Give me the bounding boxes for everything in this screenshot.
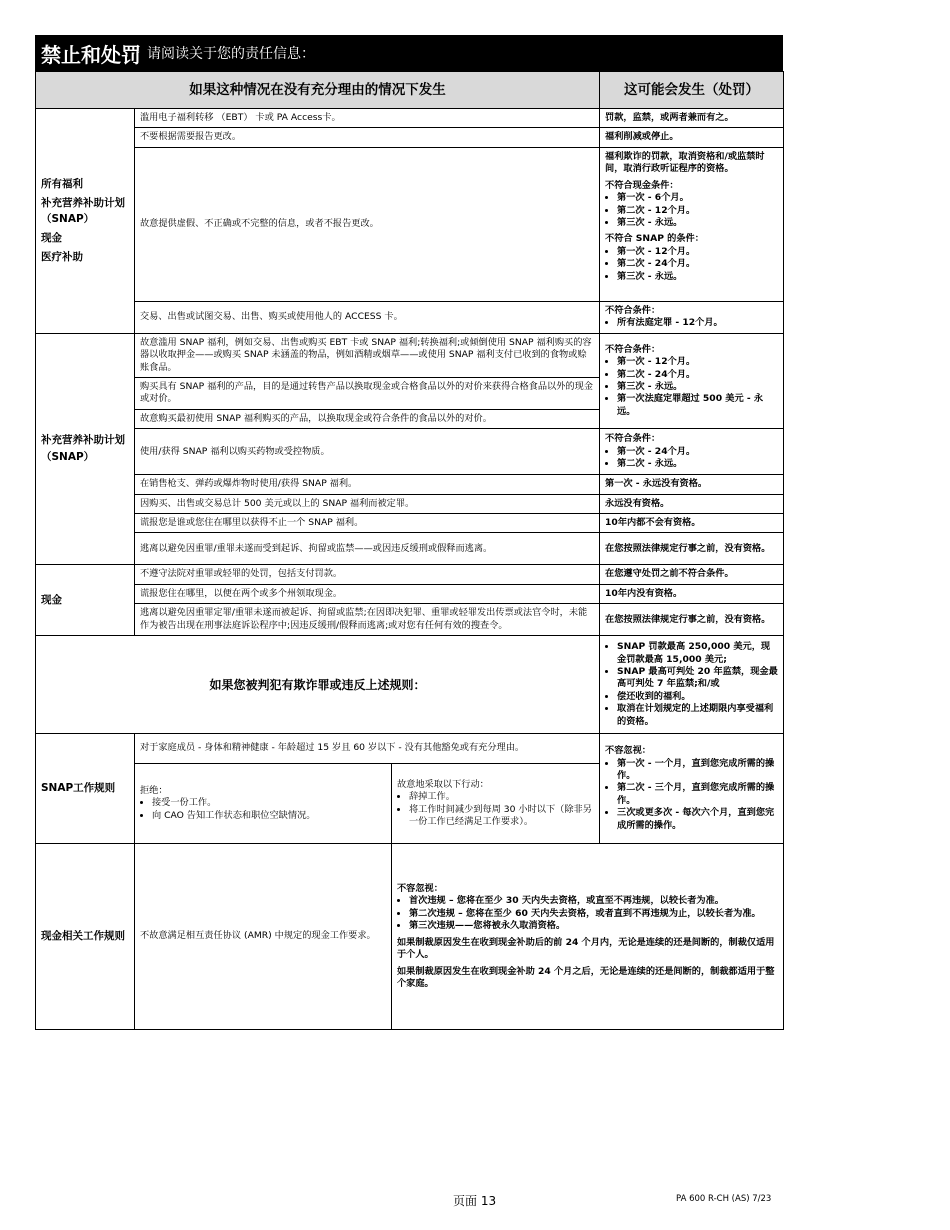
list-item: • 第三次违规——您将被永久取消资格。 xyxy=(409,920,778,932)
table-row xyxy=(36,584,784,603)
form-number: PA 600 R-CH (AS) 7/23 xyxy=(676,1194,772,1204)
condition-cell: 故意滥用 SNAP 福利，例如交易、出售或购买 EBT 卡或 SNAP 福利;转换福利;或倾倒使用 SNAP 福利购买的容器以收取押金——或购买 SNAP 未涵盖的物品，例如酒精或烟草——或使用 SNAP 福利支付已收到的食物或赊账食品。 xyxy=(135,333,600,377)
column-header-row xyxy=(36,72,784,109)
intent-cell: 故意地采取以下行动： • 辞掉工作。 • 将工作时间减少到每周 30 小时以下（除非另一份工作已经满足工作要求）。 xyxy=(392,764,600,844)
list-item: • 第一次 - 12个月。 xyxy=(617,246,778,258)
table-row xyxy=(36,734,784,764)
fraud-penalty-cell xyxy=(600,636,784,734)
penalty-cell: 10年内没有资格。 xyxy=(600,584,784,603)
table-row xyxy=(36,429,784,475)
list-item: • 三次或更多次 - 每次六个月，直到您完成所需的操作。 xyxy=(617,807,778,832)
penalty-cell: 在您遵守处罚之前不符合条件。 xyxy=(600,565,784,584)
snap-penalty-list xyxy=(605,246,778,283)
condition-cell: 逃离以避免因重罪/重罪未遂而受到起诉、拘留或监禁——或因违反缓刑或假释而逃离。 xyxy=(135,533,600,565)
cash-work-note: 如果制裁原因发生在收到现金补助后的前 24 个月内，无论是连续的还是间断的，制裁仅适用于个人。 xyxy=(397,936,775,961)
table-row xyxy=(36,301,784,333)
penalty-cell: 不符合条件： • 所有法庭定罪 - 12个月。 xyxy=(600,301,784,333)
list-item: • 辞掉工作。 xyxy=(409,791,594,803)
category-snap: 补充营养补助计划（SNAP） xyxy=(36,333,135,565)
category-cash-work: 现金相关工作规则 xyxy=(36,844,135,1030)
penalty-cell: 不符合条件： • 第一次 - 24个月。 • 第二次 - 永远。 xyxy=(600,429,784,475)
table-row xyxy=(36,147,784,301)
table-row xyxy=(36,475,784,494)
penalty-cell: 永远没有资格。 xyxy=(600,494,784,513)
penalty-cell: 福利欺诈的罚款，取消资格和/或监禁时间，取消行政听证程序的资格。 不符合现金条件： • 第一次 - 6个月。 • 第二次 - 12个月。 • 第三次 - 永远。 不符合 SNAP 的条件： • 第一次 - 12个月。 • 第二次 - 24个月。 • 第三次 - 永远。 xyxy=(600,147,784,301)
condition-cell: 不故意满足相互责任协议 (AMR) 中规定的现金工作要求。 xyxy=(135,844,392,1030)
list-item: • 第二次 - 12个月。 xyxy=(617,205,778,217)
list-item: • 接受一份工作。 xyxy=(152,797,386,809)
condition-cell: 因购买、出售或交易总计 500 美元或以上的 SNAP 福利而被定罪。 xyxy=(135,494,600,513)
table-row xyxy=(36,533,784,565)
condition-cell: 在销售枪支、弹药或爆炸物时使用/获得 SNAP 福利。 xyxy=(135,475,600,494)
penalty-cell: 第一次 - 永远没有资格。 xyxy=(600,475,784,494)
list-item: • 第一次 - 6个月。 xyxy=(617,192,778,204)
list-item: • 第二次 - 24个月。 xyxy=(617,369,778,381)
condition-cell: 故意购买最初使用 SNAP 福利购买的产品，以换取现金或符合条件的食品以外的对价。 xyxy=(135,409,600,428)
condition-cell: 逃离以避免因重罪定罪/重罪未遂而被起诉、拘留或监禁;在因即决犯罪、重罪或轻罪发出传票或法官令时，未能作为被告出现在刑事法庭诉讼程序中;因违反缓刑/假释而逃离;或对您有任何有效的搜查令。 xyxy=(135,604,600,636)
list-item: • 所有法庭定罪 - 12个月。 xyxy=(617,317,778,329)
cash-work-note: 如果制裁原因发生在收到现金补助 24 个月之后，无论是连续的还是间断的，制裁都适用于整个家庭。 xyxy=(397,965,775,989)
penalty-cell: 在您按照法律规定行事之前，没有资格。 xyxy=(600,604,784,636)
page-number: 页面 13 xyxy=(453,1194,497,1208)
table-row xyxy=(36,604,784,636)
penalty-cell: 不符合条件： • 第一次 - 12个月。 • 第二次 - 24个月。 • 第三次 - 永远。 • 第一次法庭定罪超过 500 美元 - 永远。 xyxy=(600,333,784,429)
list-item: • 第一次法庭定罪超过 500 美元 - 永远。 xyxy=(617,393,778,418)
condition-cell: 滥用电子福利转移 （EBT） 卡或 PA Access卡。 xyxy=(135,109,600,128)
list-item: • 第二次 - 三个月，直到您完成所需的操作。 xyxy=(617,782,778,807)
list-item: • 将工作时间减少到每周 30 小时以下（除非另一份工作已经满足工作要求）。 xyxy=(409,804,594,829)
condition-cell: 对于家庭成员 - 身体和精神健康 - 年龄超过 15 岁且 60 岁以下 - 没有其他豁免或有充分理由。 xyxy=(135,734,600,764)
list-item: • SNAP 罚款最高 250,000 美元，现金罚款最高 15,000 美元; xyxy=(617,641,778,666)
list-item: • 第二次 - 24个月。 xyxy=(617,258,778,270)
table-row xyxy=(36,128,784,147)
column-header-left: 如果这种情况在没有充分理由的情况下发生 xyxy=(36,72,600,109)
penalties-table xyxy=(35,71,784,1030)
table-row xyxy=(36,514,784,533)
table-row xyxy=(36,333,784,377)
penalty-cell: 罚款，监禁，或两者兼而有之。 xyxy=(600,109,784,128)
condition-cell: 谎报您是谁或您住在哪里以获得不止一个 SNAP 福利。 xyxy=(135,514,600,533)
condition-cell: 谎报您住在哪里，以便在两个或多个州领取现金。 xyxy=(135,584,600,603)
list-item: • 取消在计划规定的上述期限内享受福利的资格。 xyxy=(617,703,778,728)
condition-cell: 故意提供虚假、不正确或不完整的信息，或者不报告更改。 xyxy=(135,147,600,301)
list-item: • 第三次 - 永远。 xyxy=(617,381,778,393)
condition-cell: 购买具有 SNAP 福利的产品，目的是通过转售产品以换取现金或合格食品以外的对价来获得合格食品以外的现金或对价。 xyxy=(135,377,600,409)
section-title: 禁止和处罚 xyxy=(41,42,141,67)
fraud-label: 如果您被判犯有欺诈罪或违反上述规则： xyxy=(36,636,600,734)
table-row xyxy=(36,109,784,128)
list-item: • 第一次 - 12个月。 xyxy=(617,356,778,368)
table-row xyxy=(36,844,784,1030)
list-item: • 第三次 - 永远。 xyxy=(617,271,778,283)
condition-cell: 交易、出售或试图交易、出售、购买或使用他人的 ACCESS 卡。 xyxy=(135,301,600,333)
list-item: • 首次违规 – 您将在至少 30 天内失去资格，或直至不再违规，以较长者为准。 xyxy=(409,895,778,907)
penalty-cell: 不容忽视： • 首次违规 – 您将在至少 30 天内失去资格，或直至不再违规，以较长者为准。 • 第二次违规 – 您将在至少 60 天内失去资格，或者直到不再违规为止，以较长者为准。 • 第三次违规——您将被永久取消资格。 如果制裁原因发生在收到现金补助后的前 24 个月内，无论是连续的还是间断的，制裁仅适用于个人。 如果制裁原因发生在收到现金补助 24 个月之后，无论是连续的还是间断的，制裁都适用于整个家庭。 xyxy=(392,844,784,1030)
section-header xyxy=(35,35,783,71)
penalty-cell: 不容忽视： • 第一次 - 一个月，直到您完成所需的操作。 • 第二次 - 三个月，直到您完成所需的操作。 • 三次或更多次 - 每次六个月，直到您完成所需的操作。 xyxy=(600,734,784,844)
refuse-cell: 拒绝： • 接受一份工作。 • 向 CAO 告知工作状态和职位空缺情况。 xyxy=(135,764,392,844)
penalty-cell: 10年内都不会有资格。 xyxy=(600,514,784,533)
list-item: • 偿还收到的福利。 xyxy=(617,691,778,703)
list-item: • 第二次违规 – 您将在至少 60 天内失去资格，或者直到不再违规为止，以较长者为准。 xyxy=(409,908,778,920)
section-subtitle: 请阅读关于您的责任信息： xyxy=(147,46,315,62)
list-item: • SNAP 最高可判处 20 年监禁，现金最高可判处 7 年监禁;和/或 xyxy=(617,666,778,691)
list-item: • 向 CAO 告知工作状态和职位空缺情况。 xyxy=(152,810,386,822)
list-item: • 第一次 - 一个月，直到您完成所需的操作。 xyxy=(617,758,778,783)
list-item: • 第二次 - 永远。 xyxy=(617,458,778,470)
column-header-right: 这可能会发生（处罚） xyxy=(600,72,784,109)
table-row xyxy=(36,636,784,734)
condition-cell: 使用/获得 SNAP 福利以购买药物或受控物质。 xyxy=(135,429,600,475)
penalty-cell: 在您按照法律规定行事之前，没有资格。 xyxy=(600,533,784,565)
penalty-cell: 福利削减或停止。 xyxy=(600,128,784,147)
condition-cell: 不遵守法院对重罪或轻罪的处罚，包括支付罚款。 xyxy=(135,565,600,584)
table-row xyxy=(36,494,784,513)
table-row xyxy=(36,565,784,584)
cash-penalty-list xyxy=(605,192,778,229)
category-snap-work: SNAP工作规则 xyxy=(36,734,135,844)
document-page xyxy=(35,35,783,1030)
condition-cell: 不要根据需要报告更改。 xyxy=(135,128,600,147)
category-cash: 现金 xyxy=(36,565,135,636)
list-item: • 第一次 - 24个月。 xyxy=(617,446,778,458)
list-item: • 第三次 - 永远。 xyxy=(617,217,778,229)
category-all-benefits: 所有福利 补充营养补助计划（SNAP） 现金 医疗补助 xyxy=(36,109,135,334)
